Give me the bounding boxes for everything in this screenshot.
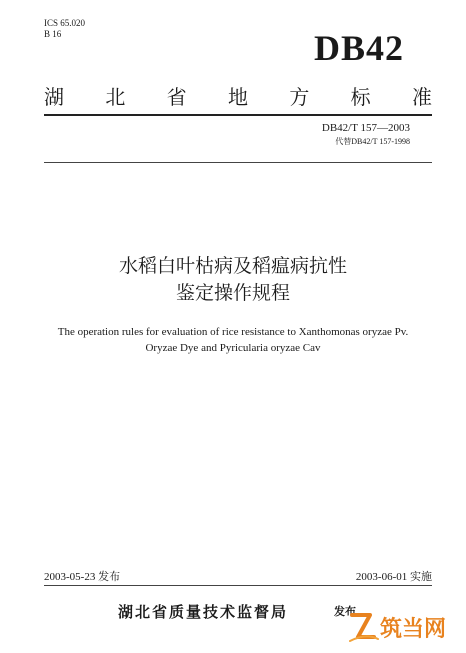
title-chinese-line2: 鉴定操作规程 [175,282,290,304]
header-char: 北 [105,85,126,109]
title-english-line2: Oryzae Dye and Pyricularia oryzae Cav [145,342,321,354]
issue-date: 2003-05-23 发布 [44,571,121,583]
header-char: 省 [166,85,187,109]
watermark-logo [348,609,458,645]
header-rule [44,114,432,116]
footer-rule [44,585,432,586]
header-char: 湖 [44,85,64,109]
document-number-rule [44,162,432,163]
ics-code: ICS 65.020 [44,18,86,28]
publish-label: 发布 [334,605,356,618]
implementation-date: 2003-06-01 实施 [355,571,432,583]
standard-logo: DB42 [313,28,404,68]
ccs-code: B 16 [44,29,62,39]
title-chinese-line1: 水稻白叶枯病及稻瘟病抗性 [118,255,347,277]
title-english-line1: The operation rules for evaluation of rice resistance to Xanthomonas oryzae Pv. [57,326,409,338]
document-number: DB42/T 157—2003 [321,122,410,134]
publisher-name: 湖北省质量技术监督局 [118,603,289,621]
header-char: 准 [411,85,432,109]
replaces-note: 代替DB42/T 157-1998 [335,137,410,146]
watermark-text: 筑当网 [380,617,447,642]
header-char: 地 [227,85,248,109]
header-char: 方 [289,85,310,109]
classification-codes [44,18,85,40]
header-title [44,84,432,110]
header-char: 标 [350,85,371,109]
watermark-z-icon [352,615,374,637]
